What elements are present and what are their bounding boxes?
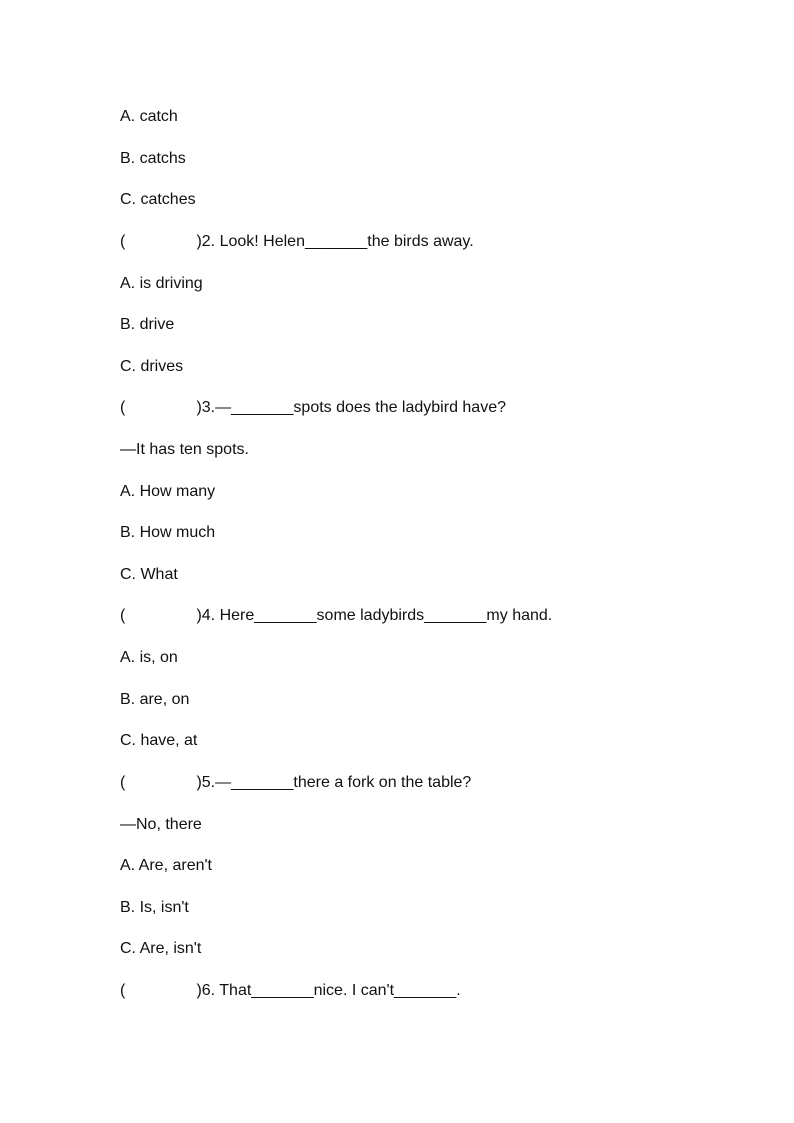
option-a-q4: A. is, on: [120, 649, 178, 666]
question-6: ( )6. That_______nice. I can't_______.: [120, 982, 461, 999]
option-b-q3: B. How much: [120, 524, 216, 541]
option-c-q5: C. Are, isn't: [120, 940, 202, 957]
option-c-q4: C. have, at: [120, 732, 198, 749]
option-a-q2: A. is driving: [120, 275, 203, 292]
question-3: ( )3.—_______spots does the ladybird have?: [120, 399, 506, 416]
option-a-q3: A. How many: [120, 483, 216, 500]
option-c-q1: C. catches: [120, 191, 196, 208]
option-b-q1: B. catchs: [120, 150, 186, 167]
option-a-q1: A. catch: [120, 108, 178, 125]
option-b-q2: B. drive: [120, 316, 175, 333]
question-2: ( )2. Look! Helen_______the birds away.: [120, 233, 474, 250]
option-b-q4: B. are, on: [120, 691, 190, 708]
option-a-q5: A. Are, aren't: [120, 857, 212, 874]
option-b-q5: B. Is, isn't: [120, 899, 189, 916]
question-5-answer-line: —No, there: [120, 816, 202, 833]
option-c-q3: C. What: [120, 566, 178, 583]
question-3-answer-line: —It has ten spots.: [120, 441, 249, 458]
question-4: ( )4. Here_______some ladybirds_______my hand.: [120, 607, 553, 624]
option-c-q2: C. drives: [120, 358, 184, 375]
question-5: ( )5.—_______there a fork on the table?: [120, 774, 472, 791]
